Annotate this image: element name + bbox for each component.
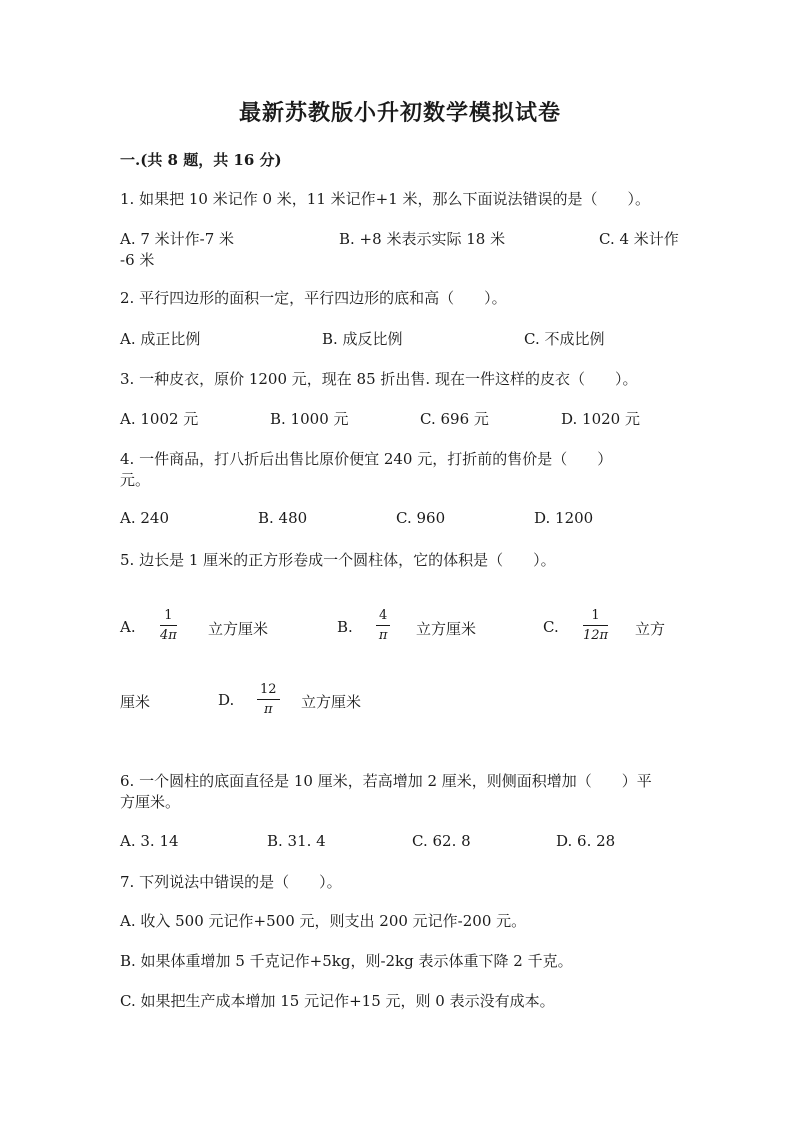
question-2-option-c: C. 不成比例 [524,330,605,348]
question-5-option-b-unit: 立方厘米 [416,620,477,638]
fraction-denominator: 12π [583,628,609,643]
question-5-option-c-fraction [583,609,608,643]
question-7-text: 7. 下列说法中错误的是（ ）。 [120,873,342,891]
question-6-option-b: B. 31. 4 [267,832,326,850]
question-1-text: 1. 如果把 10 米记作 0 米，11 米记作+1 米，那么下面说法错误的是（ ）。 [120,190,651,208]
question-1-option-a: A. 7 米计作-7 米 [120,230,235,248]
question-5-option-a-label: A. [120,618,136,636]
fraction-numerator: 1 [164,608,173,623]
question-7-option-b: B. 如果体重增加 5 千克记作+5kg，则-2kg 表示体重下降 2 千克。 [120,952,573,970]
question-5-option-a-unit: 立方厘米 [208,620,269,638]
question-5-option-d-unit: 立方厘米 [301,693,362,711]
question-4-option-b: B. 480 [258,509,308,527]
question-5-text: 5. 边长是 1 厘米的正方形卷成一个圆柱体，它的体积是（ ）。 [120,551,556,569]
question-3-option-c: C. 696 元 [420,410,489,428]
question-1-option-c-continued: -6 米 [120,251,155,269]
question-2-option-a: A. 成正比例 [120,330,201,348]
question-6-text-continued: 方厘米。 [120,793,181,811]
question-5-option-c-unit-continued: 厘米 [120,693,151,711]
fraction-numerator: 12 [260,682,277,697]
question-6-text: 6. 一个圆柱的底面直径是 10 厘米，若高增加 2 厘米，则侧面积增加（ ）平 [120,772,652,790]
question-5-option-b-fraction [376,609,390,643]
question-6-option-a: A. 3. 14 [120,832,179,850]
question-5-option-c-unit: 立方 [635,620,666,638]
question-7-option-a: A. 收入 500 元记作+500 元，则支出 200 元记作-200 元。 [120,912,527,930]
question-4-option-d: D. 1200 [534,509,594,527]
question-1-option-b: B. +8 米表示实际 18 米 [339,230,506,248]
question-5-option-b-label: B. [337,618,353,636]
fraction-denominator: π [378,628,388,643]
question-4-text-continued: 元。 [120,471,151,489]
question-5-option-a-fraction [160,609,177,643]
question-4-text: 4. 一件商品，打八折后出售比原价便宜 240 元，打折前的售价是（ ） [120,450,613,468]
question-2-option-b: B. 成反比例 [322,330,403,348]
question-4-option-c: C. 960 [396,509,446,527]
question-1-option-c: C. 4 米计作 [599,230,679,248]
question-3-option-a: A. 1002 元 [120,410,199,428]
fraction-denominator: π [264,702,273,717]
question-4-option-a: A. 240 [120,509,169,527]
page-title: 最新苏教版小升初数学模拟试卷 [238,100,561,126]
fraction-numerator: 4 [379,608,388,623]
fraction-denominator: 4π [160,628,177,643]
question-2-text: 2. 平行四边形的面积一定，平行四边形的底和高（ ）。 [120,289,507,307]
question-5-option-c-label: C. [543,618,559,636]
question-3-option-d: D. 1020 元 [561,410,640,428]
question-7-option-c: C. 如果把生产成本增加 15 元记作+15 元，则 0 表示没有成本。 [120,992,555,1010]
question-3-text: 3. 一种皮衣，原价 1200 元，现在 85 折出售. 现在一件这样的皮衣（ ）。 [120,370,638,388]
fraction-numerator: 1 [591,608,600,623]
question-3-option-b: B. 1000 元 [270,410,349,428]
question-6-option-d: D. 6. 28 [556,832,616,850]
question-5-option-d-fraction [257,683,280,717]
question-6-option-c: C. 62. 8 [412,832,471,850]
question-5-option-d-label: D. [218,691,235,709]
section-heading: 一.(共 8 题，共 16 分) [120,151,282,169]
